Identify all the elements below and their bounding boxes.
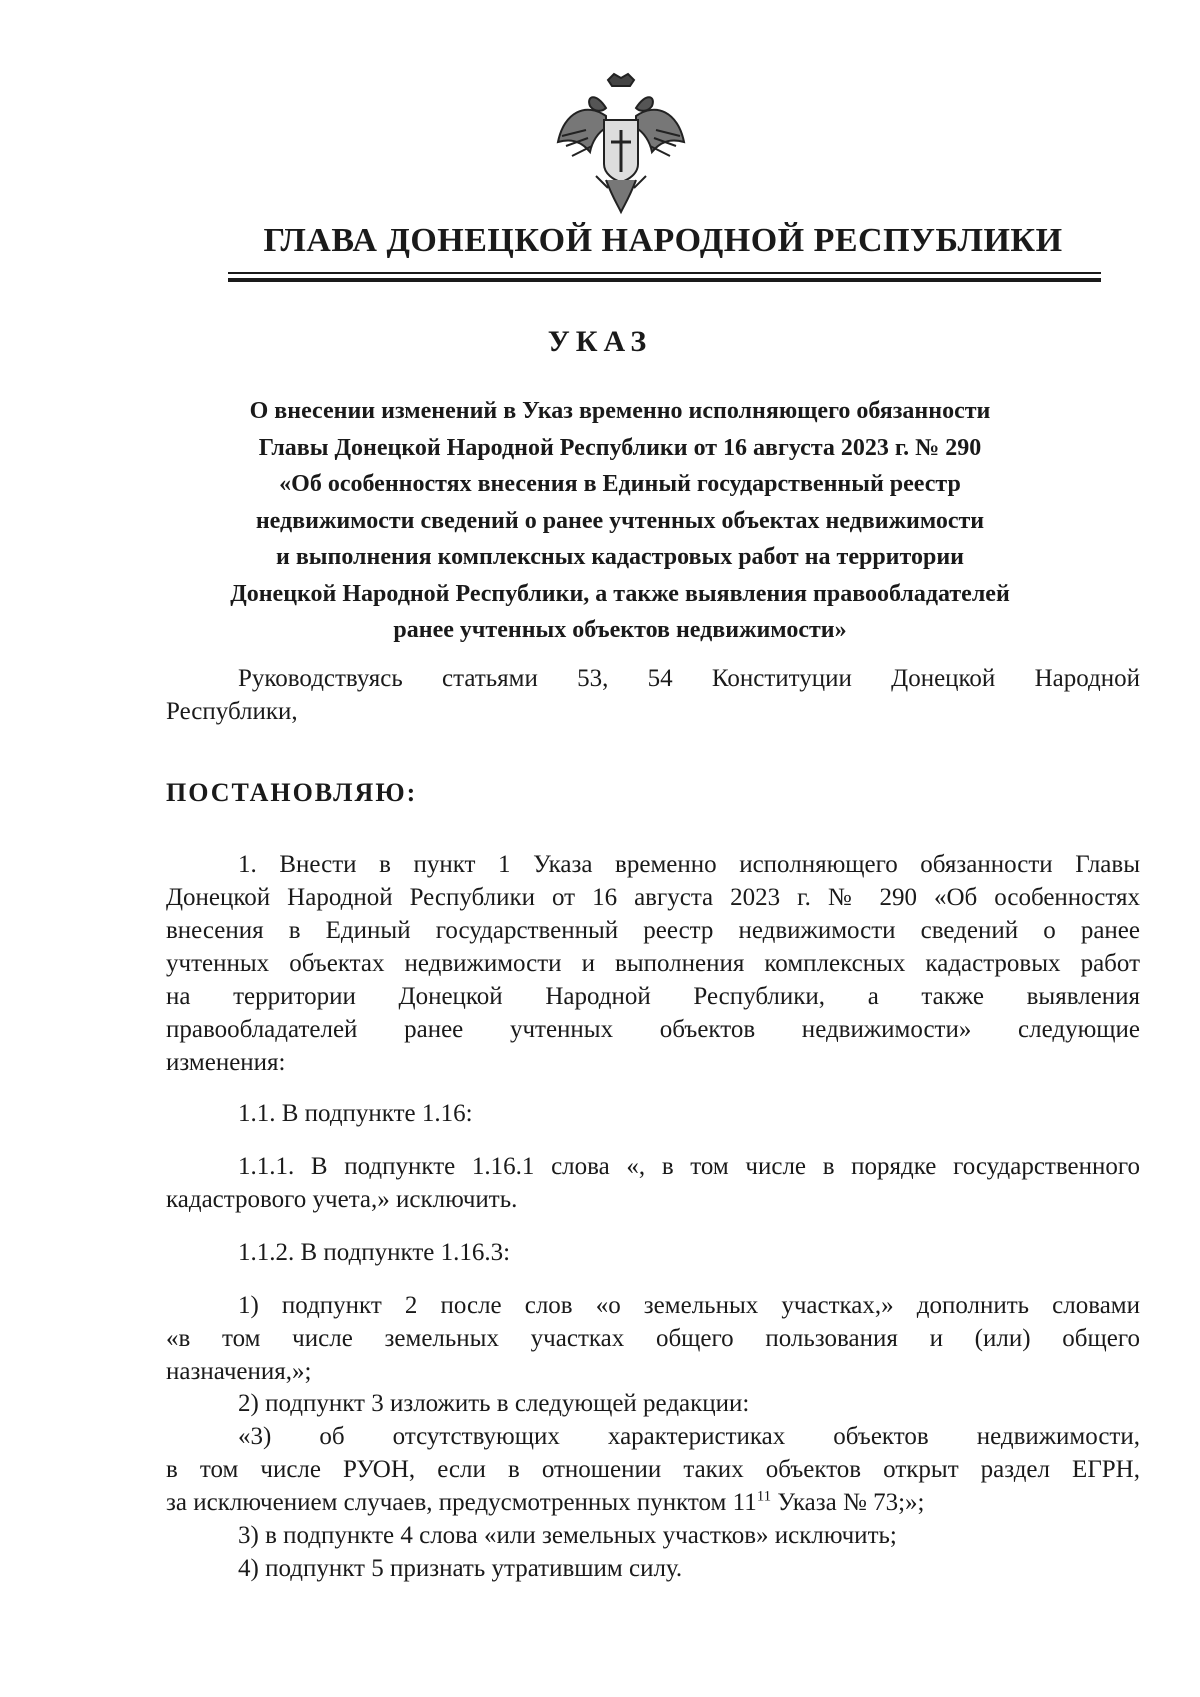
subitem-1-line: 1) подпункт 2 после слов «о земельных участках,» дополнить словами <box>238 1292 1140 1319</box>
subitem-2-to-4 <box>166 1387 1140 1585</box>
preamble-line: Руководствуясь статьями 53, 54 Конституции Донецкой Народной <box>238 665 1140 692</box>
item-1-line: 1. Внести в пункт 1 Указа временно исполняющего обязанности Главы <box>238 851 1140 878</box>
subitem-1-line: «в том числе земельных участках общего пользования и (или) общего <box>166 1325 1140 1352</box>
subject-line: «Об особенностях внесения в Единый государственный реестр <box>279 471 961 497</box>
item-1-line: Донецкой Народной Республики от 16 августа 2023 г. № 290 «Об особенностях <box>166 884 1140 911</box>
item-1-line: учтенных объектах недвижимости и выполнения комплексных кадастровых работ <box>166 950 1140 977</box>
item-1-1 <box>166 1097 1140 1130</box>
subject-line: и выполнения комплексных кадастровых работ на территории <box>276 544 964 570</box>
subject-line: Донецкой Народной Республики, а также выявления правообладателей <box>230 580 1010 607</box>
item-1 <box>166 848 1140 1079</box>
item-1-line: на территории Донецкой Народной Республики, а также выявления <box>166 983 1140 1010</box>
quote-text: за исключением случаев, предусмотренных пунктом 11 <box>166 1489 757 1516</box>
header-rule-thin <box>228 272 1101 274</box>
item-1-1-line: 1.1. В подпункте 1.16: <box>238 1100 473 1127</box>
header-rule-thick <box>228 278 1101 282</box>
document-subject <box>150 393 1090 649</box>
decree-word: ПОСТАНОВЛЯЮ: <box>166 778 418 807</box>
subitem-2-quote-line <box>166 1486 1140 1519</box>
subitem-1-line: назначения,»; <box>166 1358 312 1385</box>
subitem-2-line: 2) подпункт 3 изложить в следующей редакции: <box>238 1390 750 1417</box>
preamble-line: Республики, <box>166 698 298 725</box>
subitem-4-line: 4) подпункт 5 признать утратившим силу. <box>238 1555 683 1582</box>
item-1-1-1-line: кадастрового учета,» исключить. <box>166 1186 518 1213</box>
subject-line: О внесении изменений в Указ временно исполняющего обязанности <box>249 398 991 424</box>
subject-line: Главы Донецкой Народной Республики от 16 августа 2023 г. № 290 <box>258 434 982 461</box>
subitem-1 <box>166 1289 1140 1388</box>
item-1-1-1-line: 1.1.1. В подпункте 1.16.1 слова «, в том числе в порядке государственного <box>238 1153 1140 1180</box>
organization-title: ГЛАВА ДОНЕЦКОЙ НАРОДНОЙ РЕСПУБЛИКИ <box>263 222 1063 259</box>
item-1-line: правообладателей ранее учтенных объектов недвижимости» следующие <box>166 1016 1140 1043</box>
subitem-2-quote-line: в том числе РУОН, если в отношении таких объектов открыт раздел ЕГРН, <box>166 1456 1140 1483</box>
subitem-2-quote-line: «3) об отсутствующих характеристиках объектов недвижимости, <box>238 1423 1140 1450</box>
subject-line: недвижимости сведений о ранее учтенных объектах недвижимости <box>255 507 985 534</box>
item-1-1-2 <box>166 1236 1140 1269</box>
subitem-3-line: 3) в подпункте 4 слова «или земельных участков» исключить; <box>238 1522 897 1549</box>
superscript: 11 <box>756 1488 772 1505</box>
item-1-line: изменения: <box>166 1049 286 1076</box>
coat-of-arms-icon <box>556 72 686 216</box>
quote-text: Указа № 73;»; <box>771 1489 925 1516</box>
document-type: УКАЗ <box>547 325 653 358</box>
item-1-1-2-line: 1.1.2. В подпункте 1.16.3: <box>238 1239 511 1266</box>
item-1-line: внесения в Единый государственный реестр недвижимости сведений о ранее <box>166 917 1140 944</box>
item-1-1-1 <box>166 1150 1140 1216</box>
subject-line: ранее учтенных объектов недвижимости» <box>393 617 847 643</box>
preamble <box>166 662 1140 728</box>
